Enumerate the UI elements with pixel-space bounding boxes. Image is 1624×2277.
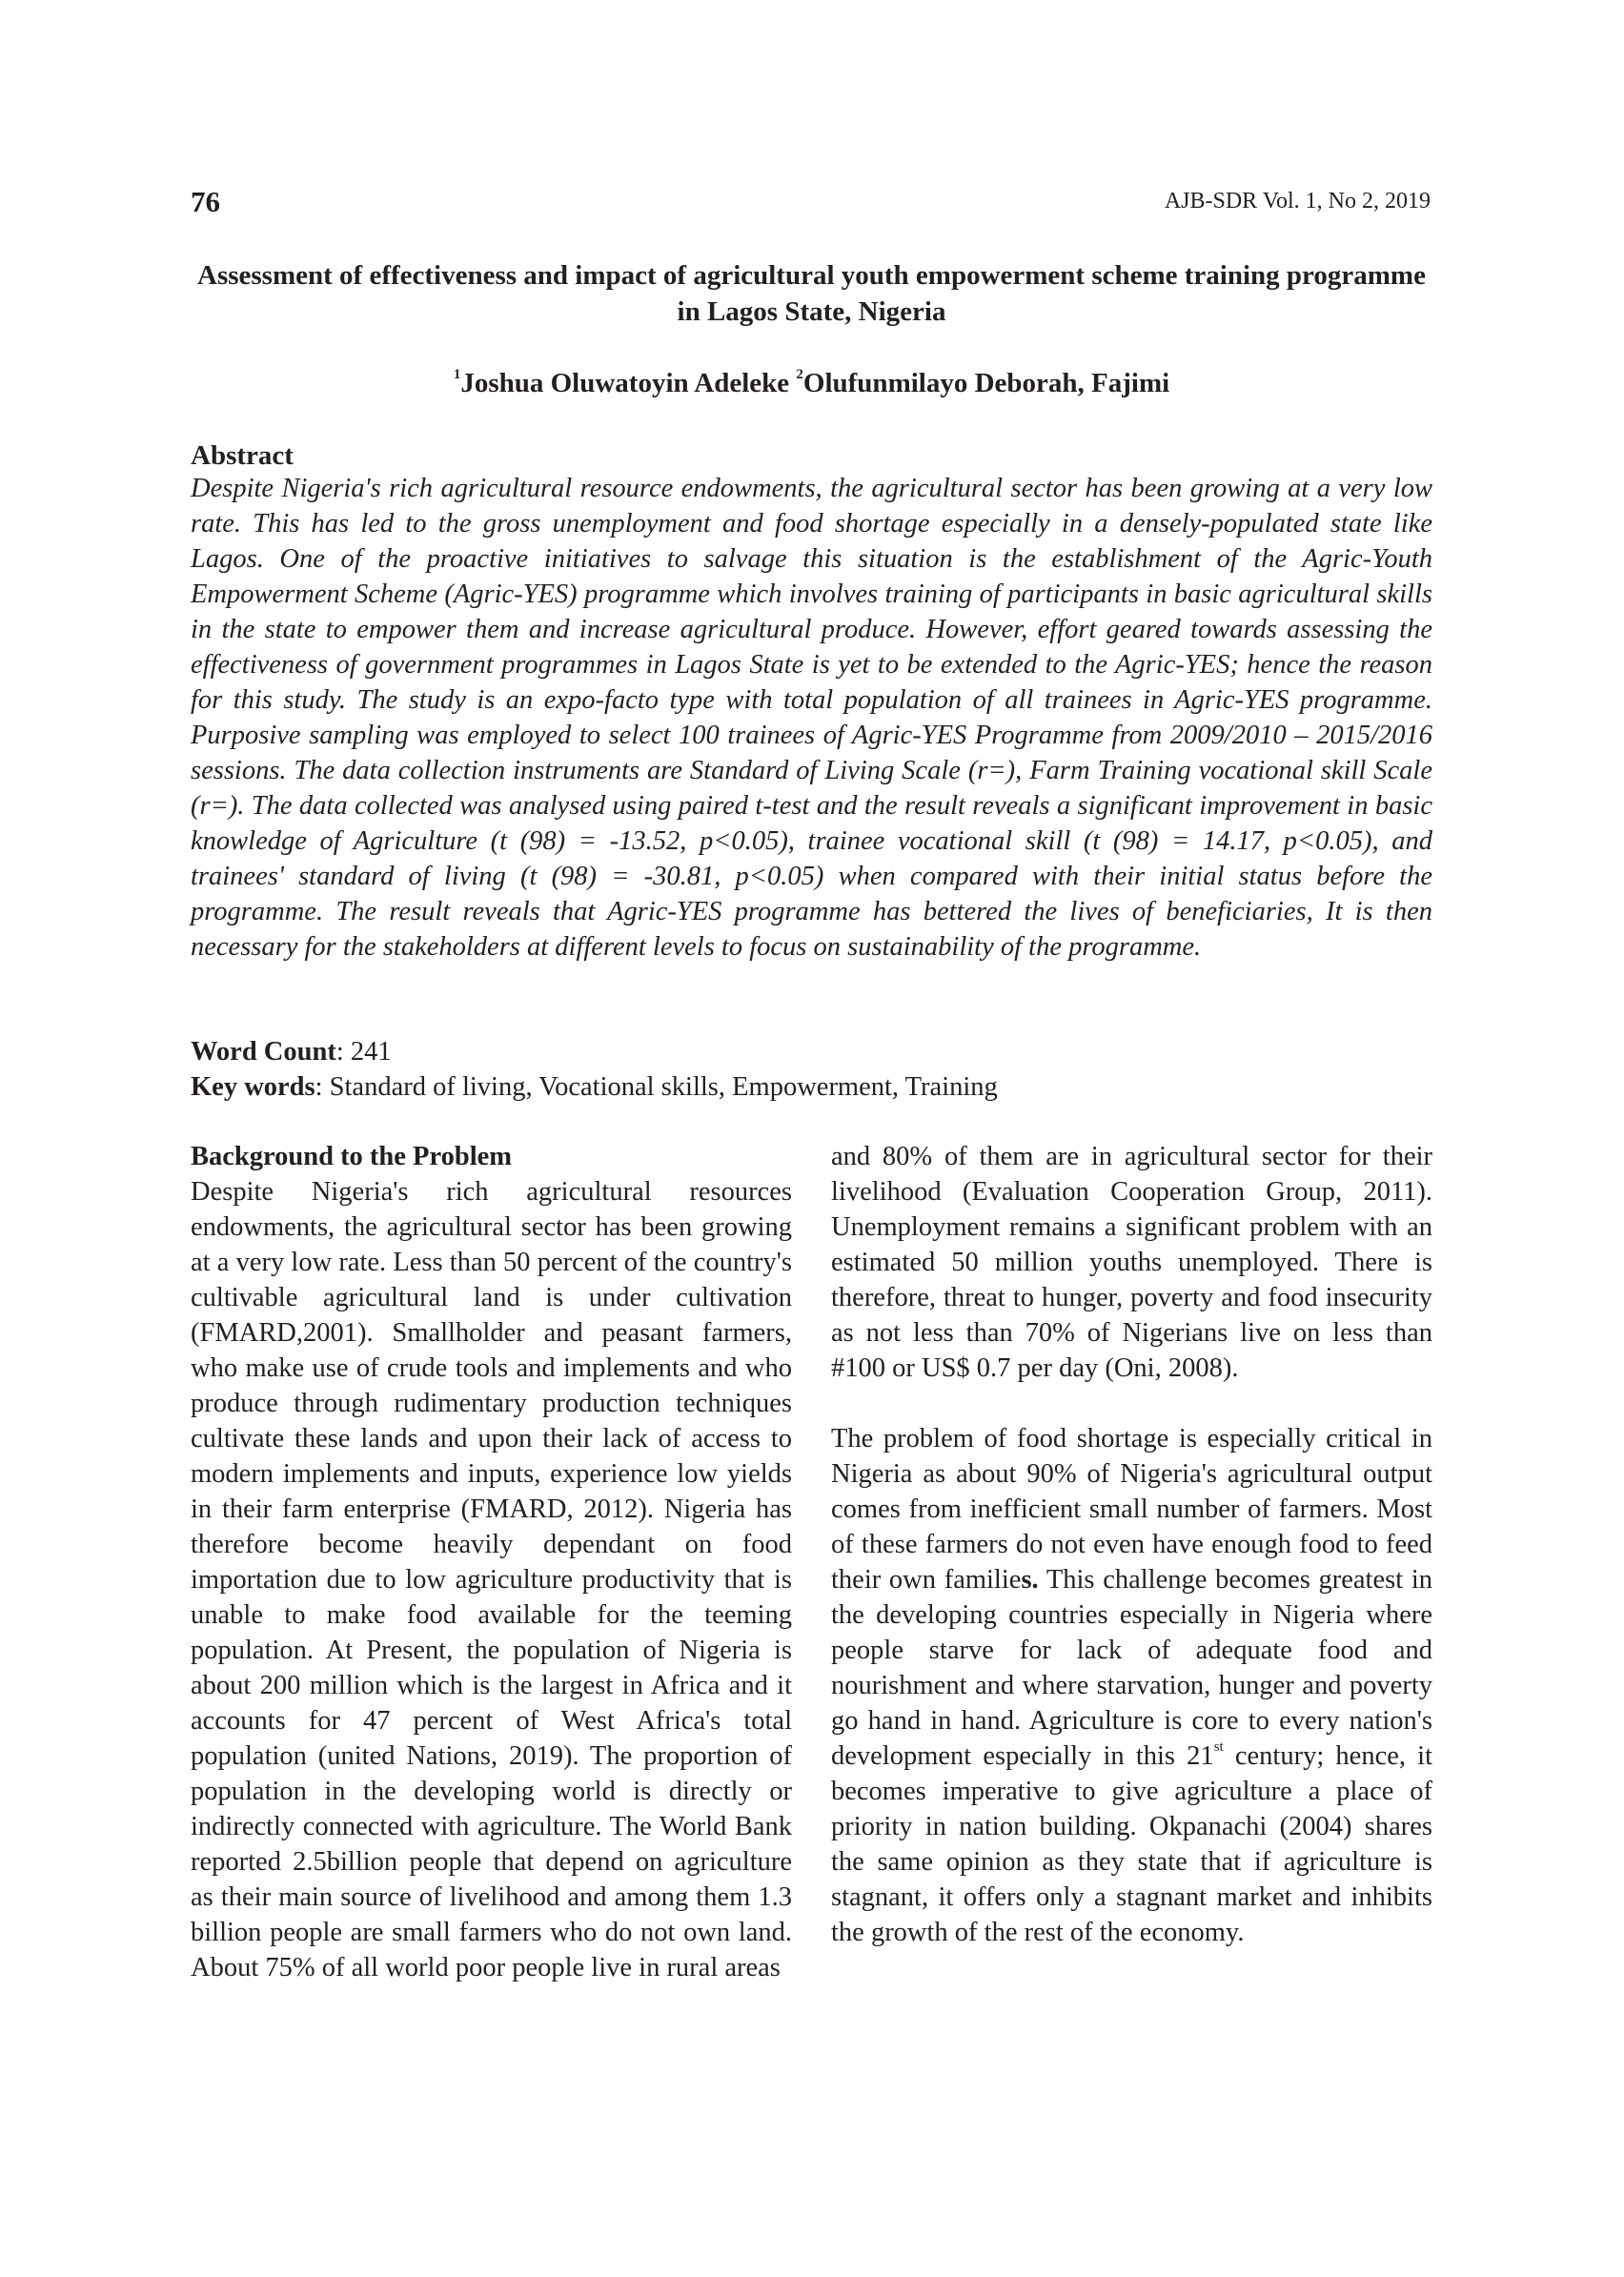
- journal-reference: AJB-SDR Vol. 1, No 2, 2019: [1164, 189, 1431, 213]
- word-count: [191, 1034, 1432, 1069]
- right-paragraph-2-part-b: This challenge becomes greatest in the developing countries especially in Nigeria where people starve for lack of adequate food and nourishment and where starvation, hunger and poverty go hand in hand. Agriculture is core to every nation's development especially in this 21: [831, 1565, 1432, 1771]
- right-paragraph-1: and 80% of them are in agricultural sector for their livelihood (Evaluation Cooperation Group, 2011). Unemployment remains a significant problem with an estimated 50 million youths unemployed. There is therefore, threat to hunger, poverty and food insecurity as not less than 70% of Nigerians live on less than #100 or US$ 0.7 per day (Oni, 2008).: [831, 1142, 1432, 1383]
- ordinal-superscript: st: [1213, 1739, 1224, 1755]
- right-paragraph-2-bold: s.: [1021, 1565, 1039, 1595]
- right-paragraph-2-part-a: The problem of food shortage is especially critical in Nigeria as about 90% of Nigeria's agricultural output comes from inefficient small number of farmers. Most of these farmers do not even have enough food to feed their own familie: [831, 1424, 1432, 1595]
- abstract-text: Despite Nigeria's rich agricultural resource endowments, the agricultural sector has been growing at a very low rate. This has led to the gross unemployment and food shortage especially in a densely-populated state like Lagos. One of the proactive initiatives to salvage this situation is the establishment of the Agric-Youth Empowerment Scheme (Agric-YES) programme which involves training of participants in basic agricultural skills in the state to empower them and increase agricultural produce. However, effort geared towards assessing the effectiveness of government programmes in Lagos State is yet to be extended to the Agric-YES; hence the reason for this study. The study is an expo-facto type with total population of all trainees in Agric-YES programme. Purposive sampling was employed to select 100 trainees of Agric-YES Programme from 2009/2010 – 2015/2016 sessions. The data collection instruments are Standard of Living Scale (r=), Farm Training vocational skill Scale (r=). The data collected was analysed using paired t-test and the result reveals a significant improvement in basic knowledge of Agriculture (t (98) = -13.52, p<0.05), trainee vocational skill (t (98) = 14.17, p<0.05), and trainees' standard of living (t (98) = -30.81, p<0.05) when compared with their initial status before the programme. The result reveals that Agric-YES programme has bettered the lives of beneficiaries, It is then necessary for the stakeholders at different levels to focus on sustainability of the programme.: [191, 474, 1432, 962]
- right-paragraph-2: [831, 1421, 1432, 1950]
- paper-title: Assessment of effectiveness and impact of agricultural youth empowerment scheme training programme in Lagos State, Nigeria: [197, 260, 1426, 327]
- keywords-label: Key words: [191, 1072, 315, 1102]
- right-column: [831, 1139, 1432, 1950]
- author-line: [191, 366, 1432, 400]
- keywords-value: : Standard of living, Vocational skills, Empowerment, Training: [315, 1072, 998, 1102]
- left-column: [191, 1139, 792, 1985]
- keywords: [191, 1069, 1432, 1105]
- abstract-heading: Abstract: [191, 440, 294, 471]
- author2-name: Olufunmilayo Deborah, Fajimi: [802, 368, 1170, 398]
- author1-name: Joshua Oluwatoyin Adeleke: [460, 368, 790, 398]
- author2-affiliation-mark: 2: [796, 367, 803, 382]
- word-count-value: : 241: [335, 1037, 392, 1067]
- right-paragraph-2-part-c: century; hence, it becomes imperative to give agriculture a place of priority in nation building. Okpanachi (2004) shares the same opinion as they state that if agriculture is stagnant, it offers only a stagnant market and inhibits the growth of the rest of the economy.: [831, 1741, 1432, 1947]
- page-number: 76: [191, 185, 220, 218]
- section-heading: Background to the Problem: [191, 1142, 513, 1171]
- left-paragraph: Despite Nigeria's rich agricultural resources endowments, the agricultural sector has been growing at a very low rate. Less than 50 percent of the country's cultivable agricultural land is under cultivation (FMARD,2001). Smallholder and peasant farmers, who make use of crude tools and implements and who produce through rudimentary production techniques cultivate these lands and upon their lack of access to modern implements and inputs, experience low yields in their farm enterprise (FMARD, 2012). Nigeria has therefore become heavily dependant on food importation due to low agriculture productivity that is unable to make food available for the teeming population. At Present, the population of Nigeria is about 200 million which is the largest in Africa and it accounts for 47 percent of West Africa's total population (united Nations, 2019). The proportion of population in the developing world is directly or indirectly connected with agriculture. The World Bank reported 2.5billion people that depend on agriculture as their main source of livelihood and among them 1.3 billion people are small farmers who do not own land. About 75% of all world poor people live in rural areas: [191, 1177, 792, 1982]
- author1-affiliation-mark: 1: [453, 367, 461, 382]
- word-count-label: Word Count: [191, 1037, 336, 1067]
